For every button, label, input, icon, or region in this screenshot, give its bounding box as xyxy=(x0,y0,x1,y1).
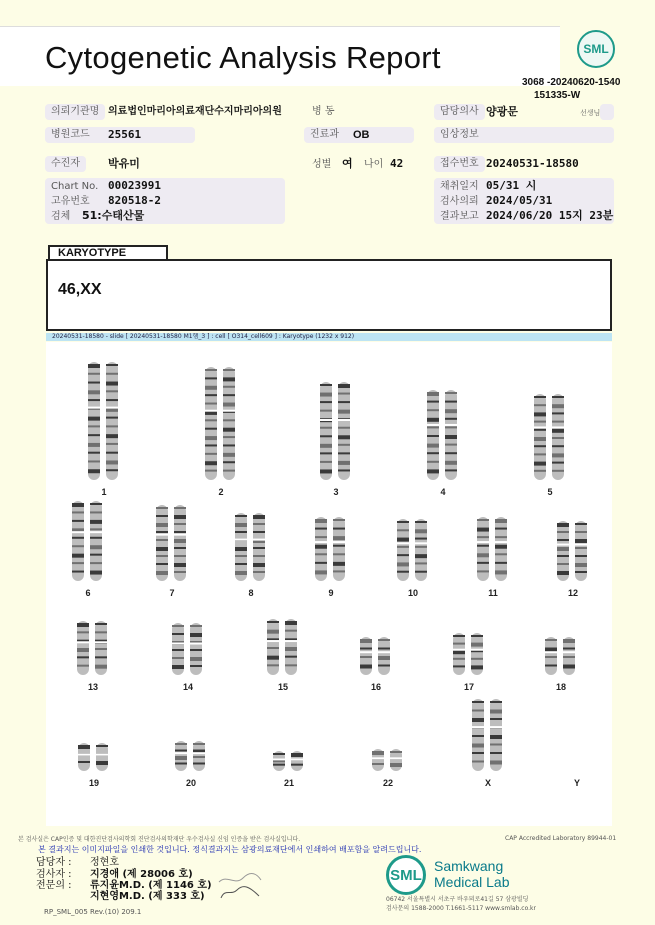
chromosome-pair-3 xyxy=(316,381,356,481)
lab-name-line-1: Samkwang xyxy=(434,858,504,874)
chromosome-label-13: 13 xyxy=(87,682,98,692)
form-code: RP_SML_005 Rev.(10) 209.1 xyxy=(44,908,142,916)
chromosome-pair-22 xyxy=(368,748,408,772)
karyogram-image xyxy=(46,342,612,826)
cap-accreditation: CAP Accredited Laboratory 89944-01 xyxy=(505,835,617,842)
staff-3-role: 전문의 : xyxy=(36,880,72,891)
chromosome-label-16: 16 xyxy=(370,682,381,692)
chromosome-label-18: 18 xyxy=(555,682,566,692)
chromosome-pair-14 xyxy=(168,622,208,676)
hospital-code-value: 25561 xyxy=(108,128,142,141)
chromosome-label-19: 19 xyxy=(88,778,99,788)
institution-label: 의뢰기관명 xyxy=(45,104,105,120)
patient-value: 박유미 xyxy=(108,157,140,170)
age-value: 42 xyxy=(390,157,404,170)
chromosome-pair-12 xyxy=(553,520,593,582)
lab-name-line-2: Medical Lab xyxy=(434,874,510,890)
id-label: 고유번호 xyxy=(51,196,90,207)
chromosome-label-17: 17 xyxy=(463,682,474,692)
chromosome-label-6: 6 xyxy=(85,588,91,598)
print-notice: 본 결과지는 이미지파일을 인쇄한 것입니다. 정식결과지는 삼광의료재단에서 인쇄하여 배포함을 알려드립니다. xyxy=(38,845,422,854)
dept-value: OB xyxy=(353,129,370,141)
lab-address: 06742 서울특별시 서초구 바우뫼로41길 57 삼광빌딩 xyxy=(386,896,529,903)
chart-label: Chart No. xyxy=(51,181,99,192)
request-label: 검사의뢰 xyxy=(440,196,479,207)
report-number-suffix: 151335-W xyxy=(534,90,581,101)
chromosome-label-Y: Y xyxy=(573,778,580,788)
staff-1-role: 담당자 : xyxy=(36,857,72,868)
chromosome-label-14: 14 xyxy=(182,682,193,692)
signature-scribble xyxy=(215,868,265,902)
karyogram-caption: 20240531-18580 - slide [ 20240531-18580 M1햄_3 ] : cell [ O314_cell609 ] : Karyotype (1232 x 912) xyxy=(46,333,612,341)
specimen-label: 검체 xyxy=(51,211,71,222)
chromosome-label-15: 15 xyxy=(277,682,288,692)
chromosome-label-11: 11 xyxy=(488,588,498,598)
chromosome-pair-19 xyxy=(74,742,114,772)
physician-value: 양광문 xyxy=(486,105,518,118)
chromosome-pair-4 xyxy=(423,389,463,481)
request-value: 2024/05/31 xyxy=(486,194,553,207)
karyotype-tab: KARYOTYPE xyxy=(48,245,168,259)
chromosome-label-5: 5 xyxy=(547,487,553,497)
chromosome-pair-8 xyxy=(231,512,271,582)
chromosome-pair-11 xyxy=(473,516,513,582)
chromosome-label-2: 2 xyxy=(218,487,224,497)
chromosome-label-7: 7 xyxy=(169,588,175,598)
dept-label: 진료과 xyxy=(304,127,414,143)
chromosome-pair-16 xyxy=(356,636,396,676)
clinical-label: 임상정보 xyxy=(434,127,614,143)
chromosome-label-8: 8 xyxy=(248,588,254,598)
karyotype-box xyxy=(46,259,612,331)
chromosome-label-3: 3 xyxy=(333,487,339,497)
staff-1-name: 정현호 xyxy=(90,857,119,868)
chromosome-label-9: 9 xyxy=(328,588,334,598)
ward-label: 병 동 xyxy=(312,106,335,117)
institution-value: 의료법인마리아의료재단수지마리아의원 xyxy=(108,106,282,117)
chromosome-pair-2 xyxy=(201,366,241,481)
staff-2-role: 검사자 : xyxy=(36,869,72,880)
collect-value: 05/31 시 xyxy=(486,179,537,192)
chromosome-label-4: 4 xyxy=(440,487,446,497)
samkwang-logo-icon: SML xyxy=(386,855,426,895)
staff-3-name: 류지윤M.D. (제 1146 호) xyxy=(90,880,212,891)
chromosome-pair-17 xyxy=(449,632,489,676)
chromosome-pair-X xyxy=(468,698,508,772)
chromosome-pair-6 xyxy=(68,500,108,582)
chromosome-label-1: 1 xyxy=(101,487,107,497)
chromosome-label-22: 22 xyxy=(382,778,393,788)
chromosome-label-20: 20 xyxy=(185,778,196,788)
age-label: 나이 xyxy=(364,159,384,170)
physician-box-end xyxy=(600,104,614,120)
patient-label: 수진자 xyxy=(45,156,86,172)
staff-4-name: 지현영M.D. (제 333 호) xyxy=(90,891,205,902)
chromosome-pair-1 xyxy=(84,361,124,481)
receipt-value: 20240531-18580 xyxy=(486,157,579,170)
physician-suffix: 선생님 xyxy=(580,109,601,117)
lab-contact: 검사문의 1588-2000 T.1661-5117 www.smlab.co.kr xyxy=(386,905,536,912)
chromosome-pair-10 xyxy=(393,518,433,582)
chromosome-label-X: X xyxy=(484,778,491,788)
chromosome-pair-9 xyxy=(311,516,351,582)
staff-2-name: 지경애 (제 28006 호) xyxy=(90,869,193,880)
result-value: 2024/06/20 15지 23분 xyxy=(486,209,614,222)
karyotype-result: 46,XX xyxy=(58,281,102,298)
id-value: 820518-2 xyxy=(108,194,161,207)
chromosome-pair-13 xyxy=(73,620,113,676)
result-label: 결과보고 xyxy=(440,211,479,222)
page-title: Cytogenetic Analysis Report xyxy=(45,40,441,75)
lab-name xyxy=(434,858,510,890)
chromosome-label-10: 10 xyxy=(407,588,418,598)
chromosome-pair-7 xyxy=(152,504,192,582)
chromosome-label-12: 12 xyxy=(567,588,578,598)
chromosome-pair-20 xyxy=(171,740,211,772)
report-number: 3068 -20240620-1540 xyxy=(522,77,621,88)
sex-label: 성별 xyxy=(312,159,332,170)
accreditation-disclaimer: 본 검사실은 CAP인증 및 대한진단검사의학회 진단검사의학재단 우수검사실 신임 인증을 받은 검사실입니다. xyxy=(18,836,301,843)
chromosome-pair-15 xyxy=(263,618,303,676)
sml-logo-icon: SML xyxy=(577,30,615,68)
chromosome-pair-5 xyxy=(530,393,570,481)
chromosome-pair-18 xyxy=(541,636,581,676)
chromosome-label-21: 21 xyxy=(283,778,294,788)
chart-value: 00023991 xyxy=(108,179,161,192)
chromosome-pair-21 xyxy=(269,750,309,772)
collect-label: 채취일지 xyxy=(440,181,479,192)
hospital-code-label: 병원코드 xyxy=(45,127,195,143)
physician-label: 담당의사 xyxy=(434,104,485,120)
specimen-value: 51:수태산물 xyxy=(82,209,145,222)
receipt-label: 접수번호 xyxy=(434,156,485,172)
sex-value: 여 xyxy=(342,157,353,170)
